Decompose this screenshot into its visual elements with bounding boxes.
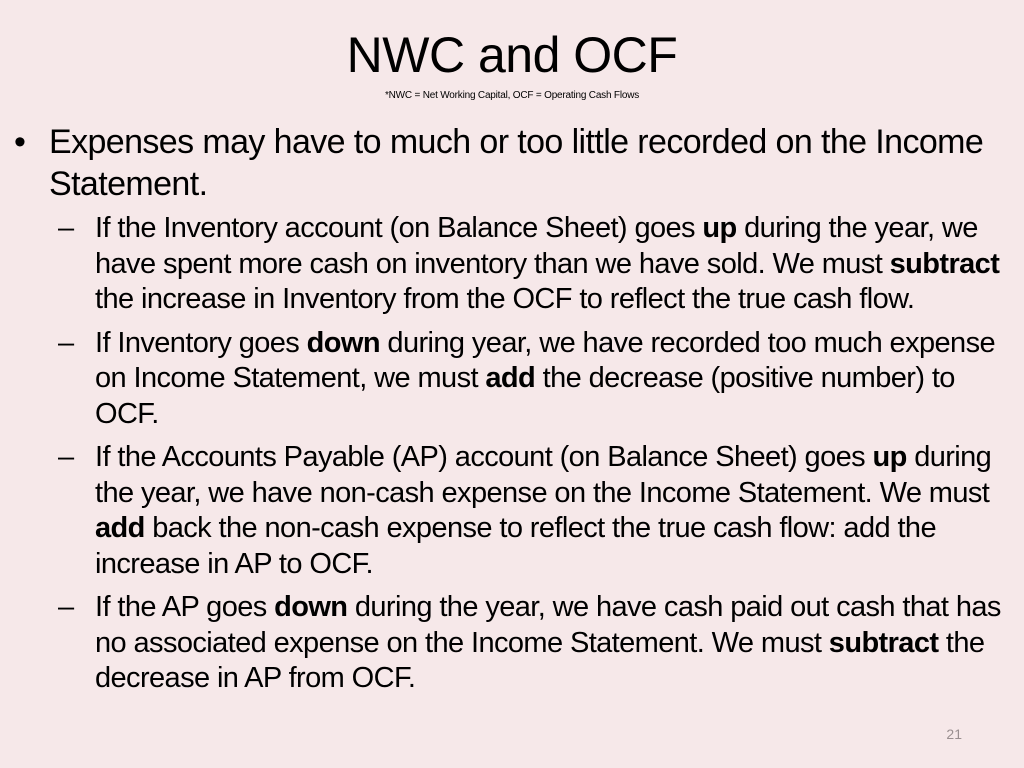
text-segment: If the Accounts Payable (AP) account (on Balance Sheet) goes [95,441,873,473]
text-segment: the increase in Inventory from the OCF to reflect the true cash flow. [95,283,915,315]
text-segment: during year, we have recorded too much expense on Income Statement, we must [95,326,995,394]
dash-marker: – [58,212,74,244]
emphasis-up: up [872,441,907,473]
emphasis-add: add [485,362,536,394]
sub-bullet-ap-up [58,440,1018,582]
text-segment: the decrease (positive number) to OCF. [95,362,955,430]
emphasis-subtract: subtract [889,247,1000,280]
emphasis-subtract: subtract [828,626,939,659]
slide-subtitle-footnote: *NWC = Net Working Capital, OCF = Operating Cash Flows [384,90,640,101]
slide-title: NWC and OCF [346,27,678,83]
bullet-marker: • [14,123,26,161]
text-segment: during the year, we have non-cash expense on the Income Statement. We must [95,441,992,509]
page-number: 21 [946,726,962,742]
main-bullet-text: Expenses may have to much or too little recorded on the Income Statement. [49,123,984,203]
text-segment: during the year, we have spent more cash on inventory than we have sold. We must [95,212,978,280]
dash-marker: – [58,591,74,623]
sub-bullet-inventory-down [58,326,1018,433]
sub-bullet-list [58,211,1018,705]
main-bullet [14,121,1004,205]
emphasis-add: add [95,512,145,544]
sub-bullet-inventory-up [58,211,1018,318]
text-segment: If the Inventory account (on Balance Sheet) goes [95,212,703,244]
text-segment: the decrease in AP from OCF. [95,626,985,694]
sub-bullet-ap-down [58,590,1018,697]
dash-marker: – [58,326,74,359]
emphasis-down: down [306,326,380,359]
emphasis-down: down [274,591,348,623]
text-segment: back the non-cash expense to reflect the true cash flow: add the increase in AP to OCF. [95,512,936,580]
text-segment: during the year, we have cash paid out cash that has no associated expense on the Income Statement. We must [95,591,1001,659]
emphasis-up: up [702,212,737,244]
text-segment: If the AP goes [95,591,275,623]
text-segment: If Inventory goes [95,326,307,359]
dash-marker: – [58,441,74,473]
